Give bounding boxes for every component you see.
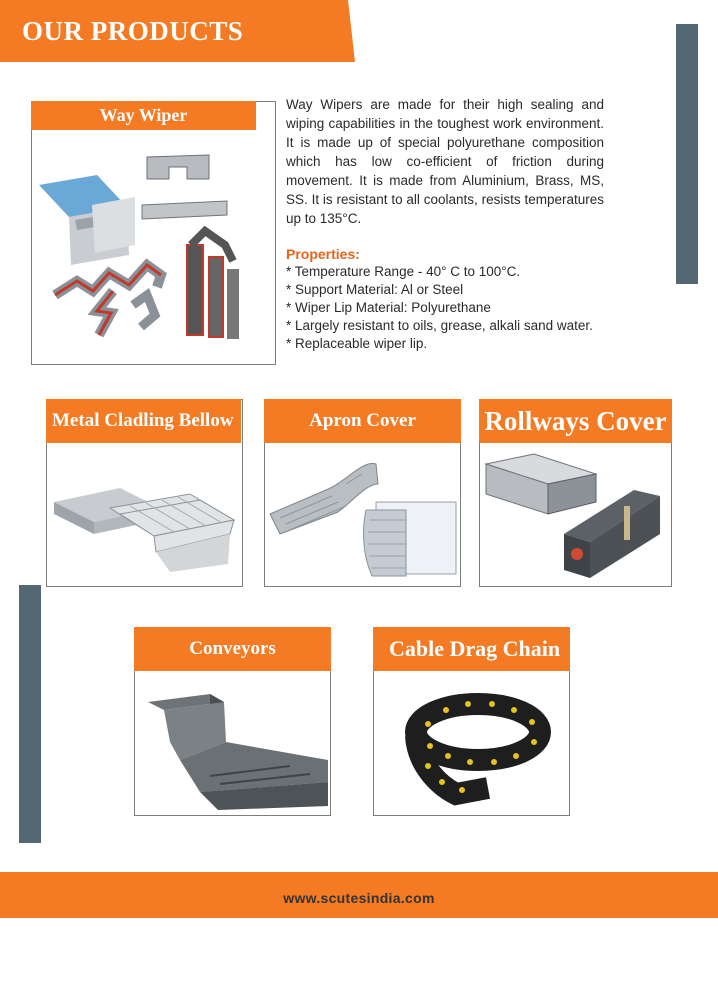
property-item: * Temperature Range - 40° C to 100°C.: [286, 263, 606, 281]
property-item: * Support Material: Al or Steel: [286, 281, 606, 299]
conveyors-label: Conveyors: [134, 627, 331, 671]
property-item: * Largely resistant to oils, grease, alkali sand water.: [286, 317, 606, 335]
page-title: OUR PRODUCTS: [22, 16, 244, 46]
apron-cover-label: Apron Cover: [264, 399, 461, 443]
right-side-bar: [676, 24, 698, 284]
cable-drag-chain-label: Cable Drag Chain: [373, 627, 570, 671]
rollways-cover-label: Rollways Cover: [479, 399, 672, 443]
rollways-cover-image: [484, 450, 668, 582]
footer-band: [0, 872, 718, 918]
properties-heading: Properties:: [286, 246, 360, 262]
property-item: * Replaceable wiper lip.: [286, 335, 606, 353]
cable-drag-chain-image: [396, 676, 564, 808]
property-item: * Wiper Lip Material: Polyurethane: [286, 299, 606, 317]
way-wiper-image: [37, 145, 249, 357]
metal-cladling-bellow-image: [50, 468, 238, 576]
way-wiper-description: Way Wipers are made for their high sealing and wiping capabilities in the toughest work environment. It is made up of special polyurethane composition which has low co-efficient of friction during movement. It is made from Aluminium, Brass, MS, SS. It is resistant to all coolants, resists temperatures up to 135°C.: [286, 97, 604, 226]
way-wiper-label: Way Wiper: [31, 101, 256, 130]
properties-list: [286, 263, 606, 353]
conveyors-image: [140, 682, 330, 812]
apron-cover-image: [266, 454, 460, 584]
website-link[interactable]: www.scutesindia.com: [283, 890, 435, 906]
metal-cladling-bellow-label: Metal Cladling Bellow: [46, 399, 241, 443]
left-side-bar: [19, 585, 41, 843]
